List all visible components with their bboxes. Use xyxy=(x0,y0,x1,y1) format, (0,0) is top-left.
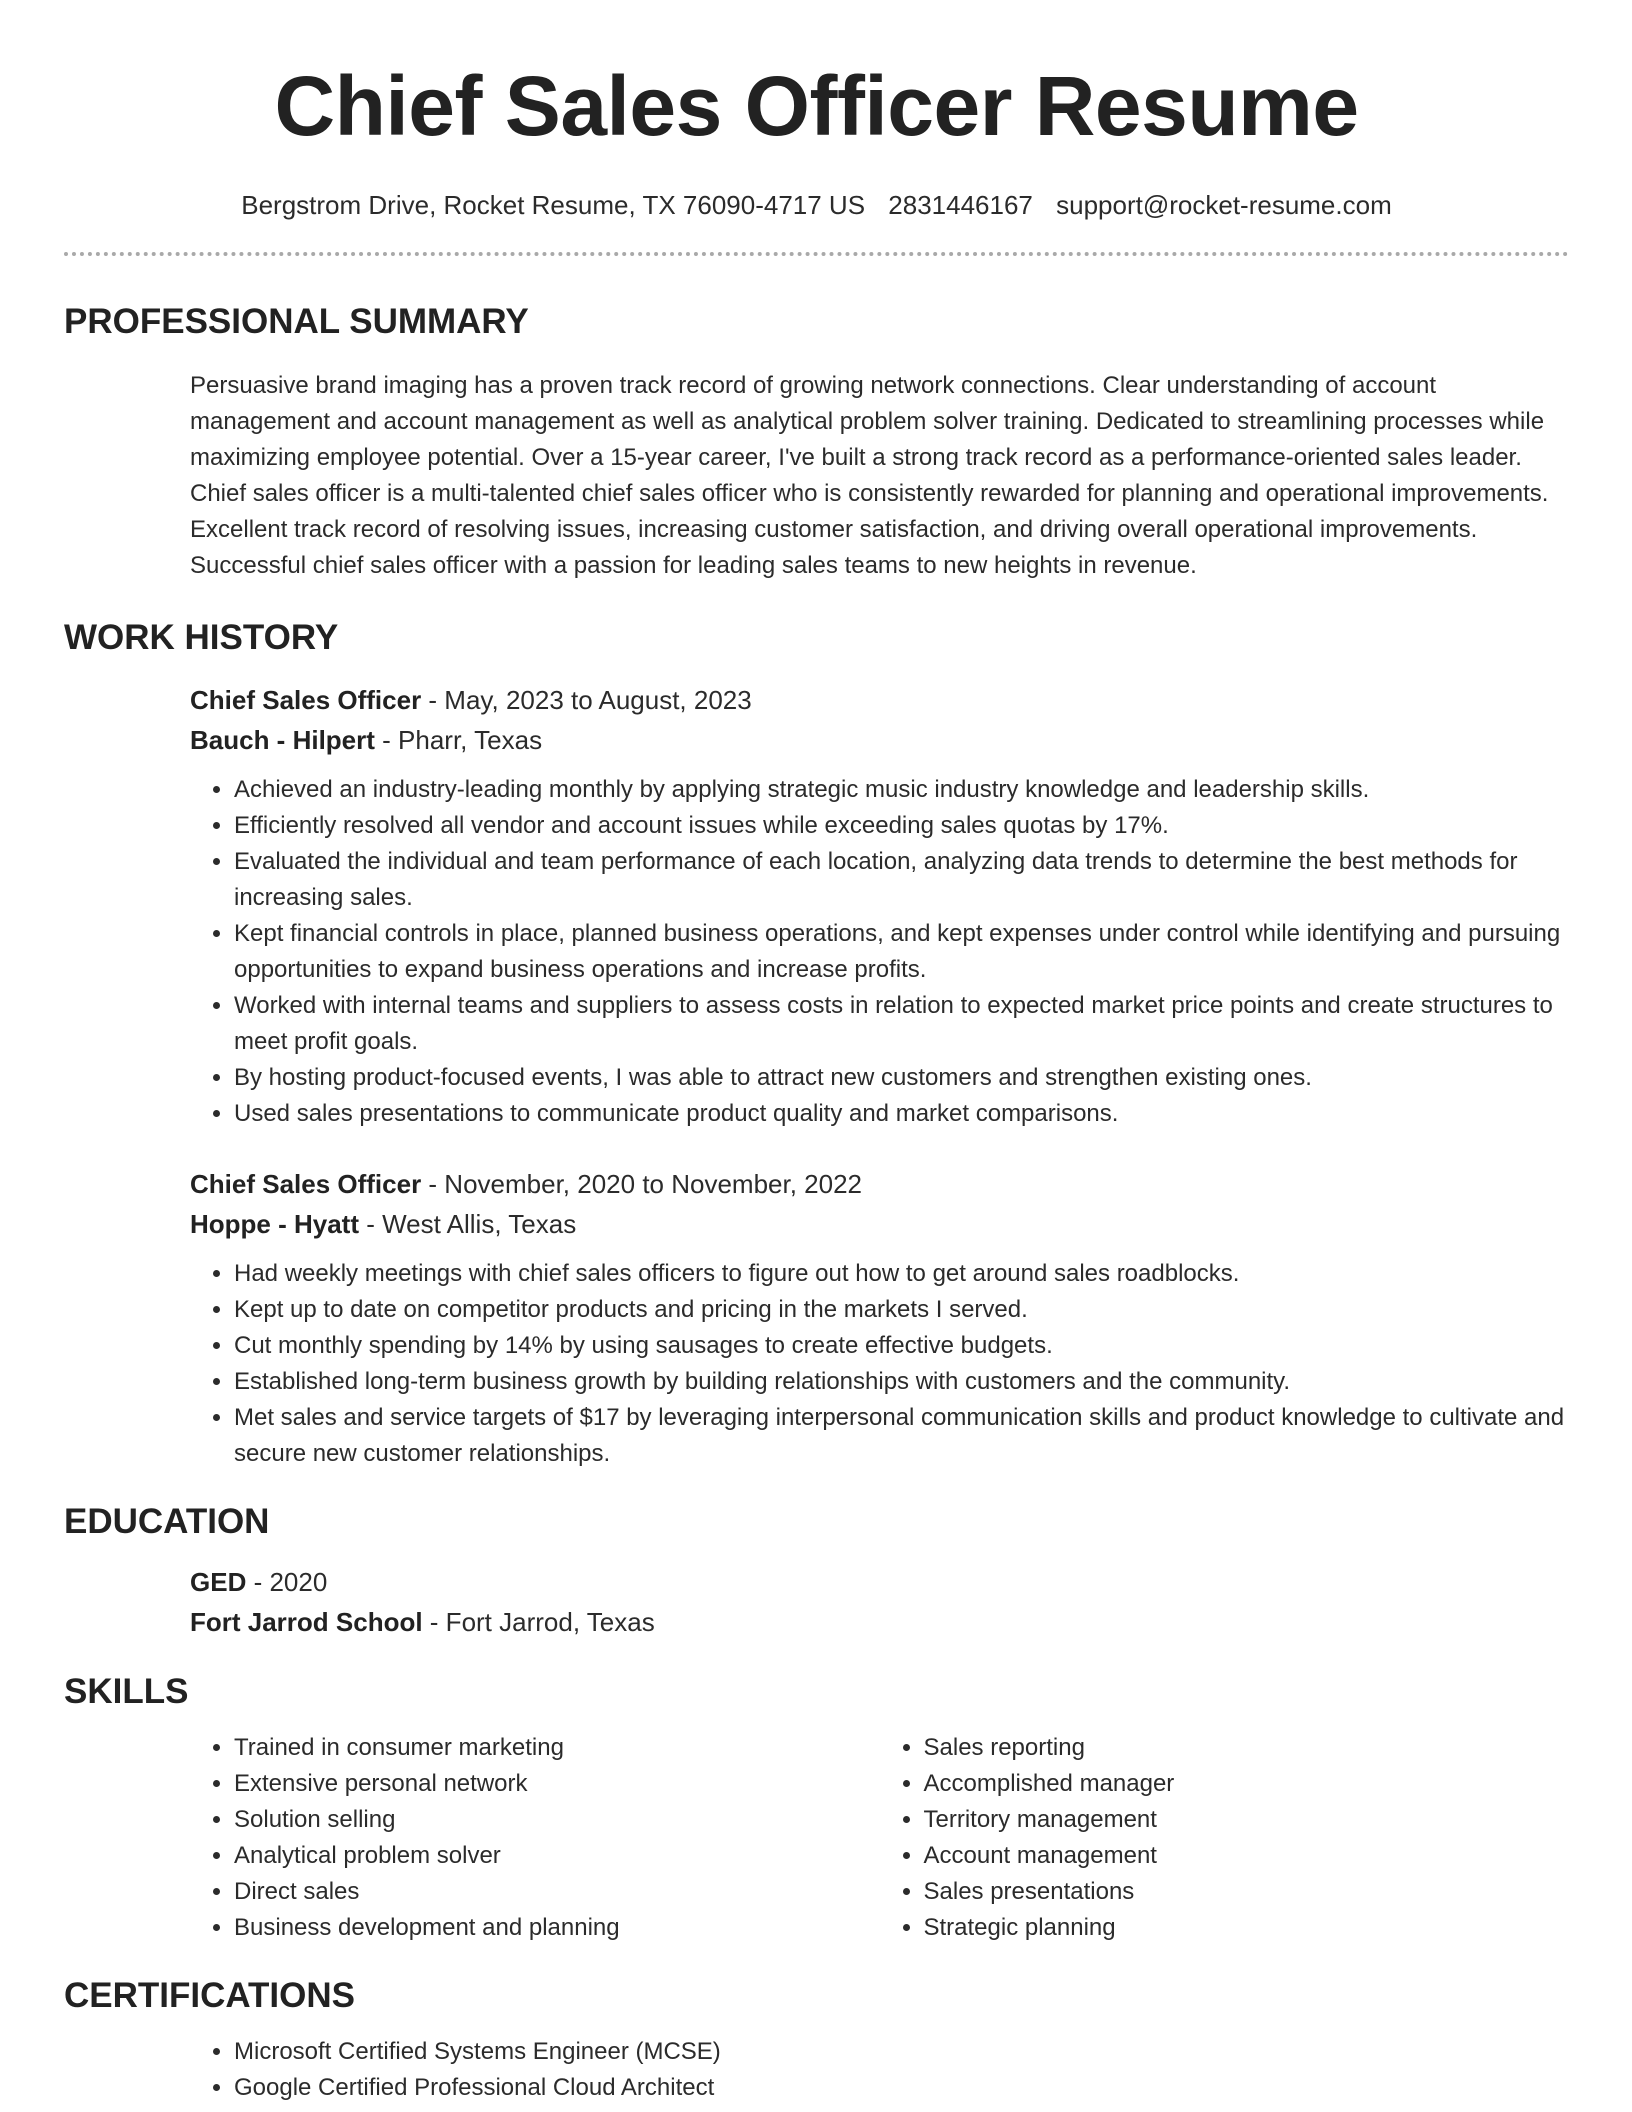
skill-item: • Sales presentations xyxy=(924,1874,1570,1910)
job-company: Bauch - Hilpert xyxy=(190,725,375,755)
job-company-line xyxy=(190,1204,1569,1244)
skill-item: • Accomplished manager xyxy=(924,1766,1570,1802)
skills-left-list xyxy=(190,1730,880,1946)
job-bullet: • Achieved an industry-leading monthly by applying strategic music industry knowledge and leadership skills. xyxy=(234,772,1569,808)
skill-item: • Account management xyxy=(924,1838,1570,1874)
job-dates: - May, 2023 to August, 2023 xyxy=(421,685,752,715)
work-history-heading: WORK HISTORY xyxy=(64,618,339,657)
skill-item: • Territory management xyxy=(924,1802,1570,1838)
summary-section xyxy=(64,300,1569,584)
contact-phone: 2831446167 xyxy=(888,190,1033,220)
certifications-entry xyxy=(190,2034,1569,2106)
summary-heading: PROFESSIONAL SUMMARY xyxy=(64,302,529,341)
job-bullet: • Worked with internal teams and suppliers to assess costs in relation to expected market price points and create structures to meet profit goals. xyxy=(234,988,1569,1060)
job-entry xyxy=(190,680,1569,1132)
job-location: - Pharr, Texas xyxy=(374,725,543,755)
job-bullet: • Efficiently resolved all vendor and account issues while exceeding sales quotas by 17%. xyxy=(234,808,1569,844)
education-heading: EDUCATION xyxy=(64,1502,270,1541)
education-school: Fort Jarrod School xyxy=(190,1607,423,1637)
job-bullet: • Kept up to date on competitor products and pricing in the markets I served. xyxy=(234,1292,1569,1328)
certifications-list xyxy=(190,2034,1569,2106)
certification-item: • Microsoft Certified Systems Engineer (MCSE) xyxy=(234,2034,1569,2070)
resume-page xyxy=(64,0,1569,2106)
skill-item: • Solution selling xyxy=(234,1802,880,1838)
skills-section xyxy=(64,1670,1569,1946)
education-degree: GED xyxy=(190,1567,247,1597)
certifications-heading: CERTIFICATIONS xyxy=(64,1976,356,2015)
skill-item: • Analytical problem solver xyxy=(234,1838,880,1874)
job-role: Chief Sales Officer xyxy=(190,1169,422,1199)
skill-item: • Extensive personal network xyxy=(234,1766,880,1802)
job-bullets xyxy=(190,1256,1569,1472)
job-dates: - November, 2020 to November, 2022 xyxy=(421,1169,863,1199)
skills-columns xyxy=(190,1730,1569,1946)
job-bullet: • Evaluated the individual and team performance of each location, analyzing data trends to determine the best methods for increasing sales. xyxy=(234,844,1569,916)
job-company: Hoppe - Hyatt xyxy=(190,1209,359,1239)
skills-right-list xyxy=(880,1730,1570,1946)
contact-email: support@rocket-resume.com xyxy=(1056,190,1392,220)
job-bullet: • Established long-term business growth by building relationships with customers and the community. xyxy=(234,1364,1569,1400)
education-location: - Fort Jarrod, Texas xyxy=(422,1607,655,1637)
job-bullets xyxy=(190,772,1569,1132)
skill-item: • Strategic planning xyxy=(924,1910,1570,1946)
work-history-section xyxy=(64,616,1569,1472)
job-bullet: • Met sales and service targets of $17 by leveraging interpersonal communication skills and product knowledge to cultivate and secure new customer relationships. xyxy=(234,1400,1569,1472)
job-entry xyxy=(190,1164,1569,1472)
skills-heading: SKILLS xyxy=(64,1672,189,1711)
job-role: Chief Sales Officer xyxy=(190,685,422,715)
job-company-line xyxy=(190,720,1569,760)
skill-item: • Direct sales xyxy=(234,1874,880,1910)
job-bullet: • Had weekly meetings with chief sales officers to figure out how to get around sales roadblocks. xyxy=(234,1256,1569,1292)
skill-item: • Business development and planning xyxy=(234,1910,880,1946)
contact-address: Bergstrom Drive, Rocket Resume, TX 76090-4717 US xyxy=(241,190,866,220)
education-year: - 2020 xyxy=(246,1567,328,1597)
certifications-section xyxy=(64,1974,1569,2106)
job-location: - West Allis, Texas xyxy=(359,1209,577,1239)
education-section xyxy=(64,1500,1569,1642)
skill-item: • Sales reporting xyxy=(924,1730,1570,1766)
header-divider xyxy=(64,252,1569,256)
job-bullet: • By hosting product-focused events, I was able to attract new customers and strengthen existing ones. xyxy=(234,1060,1569,1096)
resume-title: Chief Sales Officer Resume xyxy=(274,59,1359,153)
job-title-line xyxy=(190,1164,1569,1204)
job-bullet: • Cut monthly spending by 14% by using sausages to create effective budgets. xyxy=(234,1328,1569,1364)
summary-text: Persuasive brand imaging has a proven track record of growing network connections. Clear understanding of account management and account management as well as analytical problem solver training. Dedicated to streamlining processes while maximizing employee potential. Over a 15-year career, I've built a strong track record as a performance-oriented sales leader. Chief sales officer is a multi-talented chief sales officer who is consistently rewarded for planning and operational improvements. Excellent track record of resolving issues, increasing customer satisfaction, and driving overall operational improvements. Successful chief sales officer with a passion for leading sales teams to new heights in revenue. xyxy=(190,372,1549,579)
job-bullet: • Used sales presentations to communicate product quality and market comparisons. xyxy=(234,1096,1569,1132)
certification-item: • Google Certified Professional Cloud Architect xyxy=(234,2070,1569,2106)
contact-line xyxy=(64,188,1569,222)
skill-item: • Trained in consumer marketing xyxy=(234,1730,880,1766)
job-title-line xyxy=(190,680,1569,720)
job-bullet: • Kept financial controls in place, planned business operations, and kept expenses under control while identifying and pursuing opportunities to expand business operations and increase profits. xyxy=(234,916,1569,988)
education-school-line xyxy=(190,1602,1569,1642)
education-entry xyxy=(190,1562,1569,1642)
education-degree-line xyxy=(190,1562,1569,1602)
